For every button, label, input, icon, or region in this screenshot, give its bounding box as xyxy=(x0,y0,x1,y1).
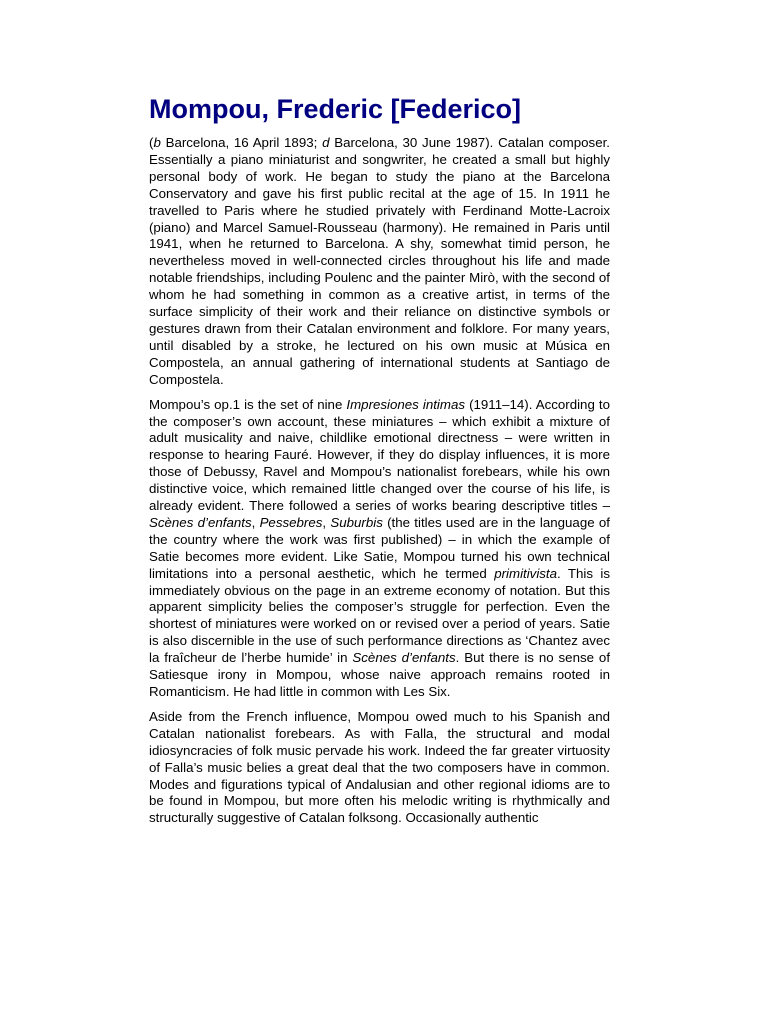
paragraph-influences: Aside from the French influence, Mompou owed much to his Spanish and Catalan nationalist forebears. As with Falla, the structural and modal idiosyncracies of folk music pervade his work. Indeed the far greater virtuosity of Falla’s music belies a great deal that the two composers have in common. Modes and figurations typical of Andalusian and other regional idioms are to be found in Mompou, but more often his melodic writing is rhythmically and structurally suggestive of Catalan folksong. Occasionally authentic xyxy=(149,708,610,826)
article xyxy=(149,92,610,827)
article-title: Mompou, Frederic [Federico] xyxy=(149,94,522,124)
italic-text: b xyxy=(153,135,161,150)
italic-text: primitivista xyxy=(494,565,558,581)
paragraph-early-works: Mompou’s op.1 is the set of nine Impresiones intimas (1911–14). According to the composer’s own account, these miniatures – which exhibit a mixture of adult musicality and naive, childlike emotional directness – were written in response to hearing Fauré. However, if they do display influences, it is more those of Debussy, Ravel and Mompou’s nationalist forebears, while his own distinctive voice, which remained little changed over the course of his life, is already evident. There followed a series of works bearing descriptive titles – Scènes d’enfants, Pessebres, Suburbis (the titles used are in the language of the country where the work was first published) – in which the example of Satie becomes more evident. Like Satie, Mompou turned his own technical limitations into a personal aesthetic, which he termed primitivista. This is immediately obvious on the page in an extreme economy of notation. But this apparent simplicity belies the composer’s struggle for perfection. Even the shortest of miniatures were worked on or revised over a period of years. Satie is also discernible in the use of such performance directions as ‘Chantez avec la fraîcheur de l’herbe humide’ in Scènes d’enfants. But there is no sense of Satiesque irony in Mompou, whose naive approach remains rooted in Romanticism. He had little in common with Les Six. xyxy=(149,396,611,699)
italic-text: Scènes d’enfants xyxy=(149,514,252,530)
italic-text: Pessebres xyxy=(259,514,323,530)
paragraph-biography: (b Barcelona, 16 April 1893; d Barcelona, 30 June 1987). Catalan composer. Essentially a piano miniaturist and songwriter, he created a small but highly personal body of work. He began to study the piano at the Barcelona Conservatory and gave his first public recital at the age of 15. In 1911 he travelled to Paris where he studied privately with Ferdinand Motte-Lacroix (piano) and Marcel Samuel-Rousseau (harmony). He remained in Paris until 1941, when he returned to Barcelona. A shy, somewhat timid person, he nevertheless moved in well-connected circles throughout his life and made notable friendships, including Poulenc and the painter Mirò, with the second of whom he had something in common as a creative artist, in terms of the surface simplicity of their work and their reliance on distinctive symbols or gestures drawn from their Catalan environment and folklore. For many years, until disabled by a stroke, he lectured on his own music at Música en Compostela, an annual gathering of international students at Santiago de Compostela. xyxy=(149,135,610,387)
italic-text: Impresiones intimas xyxy=(346,396,466,412)
italic-text: Scènes d’enfants xyxy=(352,650,456,666)
italic-text: Suburbis xyxy=(330,514,383,530)
italic-text: d xyxy=(322,135,330,150)
